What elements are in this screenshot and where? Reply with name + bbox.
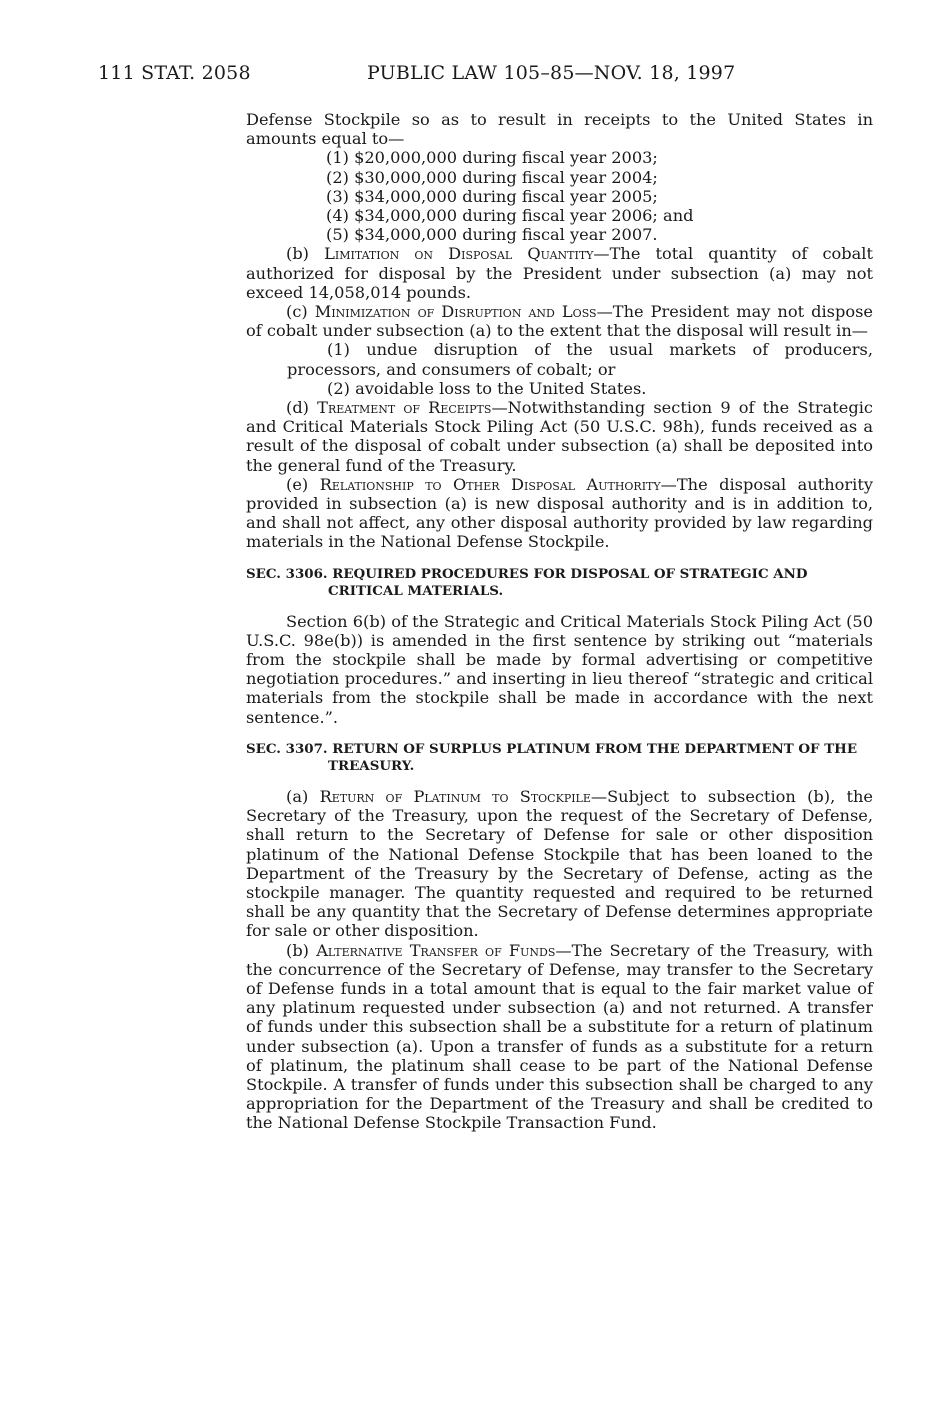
subsection-heading: Limitation on Disposal Quantity	[324, 244, 594, 264]
subsection-d	[246, 398, 873, 475]
list-item: (2) $30,000,000 during fiscal year 2004;	[326, 167, 658, 187]
subsection-text: —Notwithstanding section 9 of the Strategic and Critical Materials Stock Piling Act (50 U.S.C. 98h), funds received as a result of the disposal of cobalt under subsection (a) shall be deposited into the general fund of the Treasury.	[246, 398, 873, 475]
subsection-heading: Minimization of Disruption and Loss	[314, 302, 597, 322]
list-item: (1) undue disruption of the usual markets of producers, processors, and consumers of cobalt; or	[287, 340, 873, 379]
subsection-text: —The Secretary of the Treasury, with the concurrence of the Secretary of Defense, may transfer to the Secretary of Defense funds in a total amount that is equal to the fair market value of any platinum requested under subsection (a) and not returned. A transfer of funds under this subsection shall be a substitute for a return of platinum under subsection (a). Upon a transfer of funds as a substitute for a return of platinum, the platinum shall cease to be part of the National Defense Stockpile. A transfer of funds under this subsection shall be charged to any appropriation for the Department of the Treasury and shall be credited to the National Defense Stockpile Transaction Fund.	[246, 940, 873, 1133]
section-3307-subsection-b	[246, 941, 873, 1133]
section-3307-heading: SEC. 3307. RETURN OF SURPLUS PLATINUM FROM THE DEPARTMENT OF THE TREASURY.	[246, 740, 858, 774]
subsection-marker: (b)	[286, 244, 309, 264]
subsection-text: —The total quantity of cobalt authorized for disposal by the President under subsection (a) may not exceed 14,058,014 pounds.	[246, 244, 873, 302]
list-item: (2) avoidable loss to the United States.	[327, 378, 647, 398]
subsection-text: —Subject to subsection (b), the Secretary of the Treasury, upon the request of the Secretary of Defense, shall return to the Secretary of Defense for sale or other disposition platinum of the National Defense Stockpile that has been loaned to the Department of the Treasury by the Secretary of Defense, acting as the stockpile manager. The quantity requested and required to be returned shall be any quantity that the Secretary of Defense determines appropriate for sale or other disposition.	[246, 786, 873, 941]
section-3306-text: Section 6(b) of the Strategic and Critical Materials Stock Piling Act (50 U.S.C. 98e(b)) is amended in the first sentence by striking out “materials from the stockpile shall be made by formal advertising or competitive negotiation procedures.” and inserting in lieu thereof “strategic and critical materials from the stockpile shall be made in accordance with the next sentence.”.	[246, 611, 873, 727]
subsection-heading: Treatment of Receipts	[317, 398, 492, 418]
section-3306-heading: SEC. 3306. REQUIRED PROCEDURES FOR DISPOSAL OF STRATEGIC AND CRITICAL MATERIALS.	[246, 565, 808, 599]
subsection-marker: (c)	[286, 302, 308, 322]
public-law-reference: PUBLIC LAW 105–85—NOV. 18, 1997	[367, 62, 736, 84]
subsection-b	[246, 244, 873, 302]
subsection-heading: Alternative Transfer of Funds	[316, 940, 556, 960]
document-body	[246, 110, 873, 1133]
subsection-heading: Relationship to Other Disposal Authority	[319, 474, 661, 494]
subsection-text: —The President may not dispose of cobalt under subsection (a) to the extent that the disposal will result in—	[246, 302, 873, 341]
list-item: (4) $34,000,000 during fiscal year 2006; and	[326, 206, 694, 226]
subsection-e	[246, 475, 873, 552]
intro-paragraph: Defense Stockpile so as to result in receipts to the United States in amounts equal to—	[246, 110, 873, 149]
stat-reference: 111 STAT. 2058	[98, 62, 251, 84]
subsection-text: —The disposal authority provided in subsection (a) is new disposal authority and is in addition to, and shall not affect, any other disposal authority provided by law regarding materials in the National Defense Stockpile.	[246, 474, 873, 552]
subsection-marker: (d)	[286, 398, 309, 418]
section-3307-subsection-a	[246, 787, 873, 941]
list-item: (5) $34,000,000 during fiscal year 2007.	[326, 225, 658, 245]
subsection-marker: (e)	[286, 474, 309, 494]
subsection-c	[246, 302, 873, 340]
subsection-marker: (a)	[286, 786, 309, 806]
subsection-heading: Return of Platinum to Stockpile	[319, 786, 591, 806]
running-header	[98, 62, 868, 88]
list-item: (3) $34,000,000 during fiscal year 2005;	[326, 186, 658, 206]
list-item: (1) $20,000,000 during fiscal year 2003;	[326, 148, 658, 168]
subsection-marker: (b)	[286, 940, 309, 960]
